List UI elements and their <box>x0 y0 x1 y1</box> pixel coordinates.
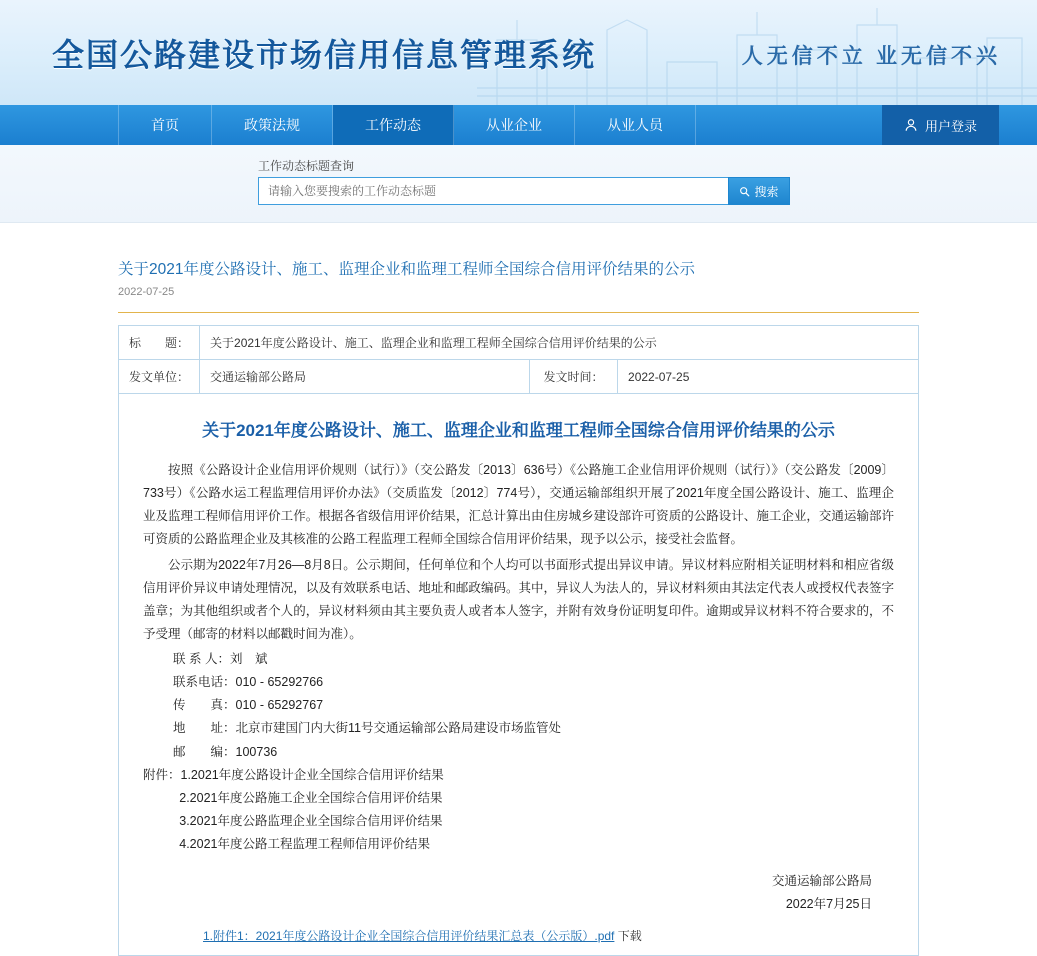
meta-pubtime-label: 发文时间： <box>530 360 618 394</box>
meta-pubtime-value: 2022-07-25 <box>618 360 919 394</box>
contact-value: 刘 斌 <box>229 652 268 666</box>
attachment-line-2: 2.2021年度公路施工企业全国综合信用评价结果 <box>179 790 443 805</box>
site-title: 全国公路建设市场信用信息管理系统 <box>52 37 597 73</box>
contact-key: 地 址： <box>173 721 236 736</box>
contact-line <box>173 741 894 764</box>
nav-item-list <box>118 105 696 145</box>
article-header <box>118 257 918 298</box>
contact-key: 联系电话： <box>173 675 236 690</box>
contact-value: 010 - 65292766 <box>235 675 324 690</box>
user-login-label: 用户登录 <box>924 118 977 134</box>
document-title: 关于2021年度公路设计、施工、监理企业和监理工程师全国综合信用评价结果的公示 <box>202 421 835 440</box>
attachment-download-row <box>143 927 894 945</box>
search-section <box>0 145 1037 223</box>
content-area <box>0 257 1037 956</box>
search-button[interactable] <box>728 177 790 205</box>
signoff-date: 2022年7月25日 <box>785 896 872 911</box>
main-nav <box>0 105 1037 145</box>
contact-key: 邮 编： <box>173 744 236 759</box>
contact-line <box>173 694 894 717</box>
nav-item-work-updates[interactable]: 工作动态 <box>333 105 454 145</box>
table-row <box>119 326 919 360</box>
attachment-download-suffix: 下载 <box>614 929 642 944</box>
meta-title-label: 标 题： <box>119 326 200 360</box>
search-section-label: 工作动态标题查询 <box>258 159 355 173</box>
meta-title-value: 关于2021年度公路设计、施工、监理企业和监理工程师全国综合信用评价结果的公示 <box>200 326 919 360</box>
header-divider <box>118 312 919 313</box>
nav-item-practitioners[interactable]: 从业人员 <box>575 105 696 145</box>
document-body <box>118 394 919 956</box>
document-meta-table <box>118 325 919 394</box>
contact-line <box>173 648 894 671</box>
attachment-line-3: 3.2021年度公路监理企业全国综合信用评价结果 <box>179 813 443 828</box>
signoff-org: 交通运输部公路局 <box>771 874 872 889</box>
document-paragraph-2: 公示期为2022年7月26—8月8日。公示期间，任何单位和个人均可以书面形式提出异议申请。异议材料应附相关证明材料和相应省级信用评价异议申请处理情况，以及有效联系电话、地址和邮政编码。其中，异议人为法人的，异议材料须由其法定代表人或授权代表签字盖章；为其他组织或者个人的，异议材料须由其主要负责人或者本人签字，并附有效身份证明复印件。逾期或异议材料不符合要求的，不予受理（邮寄的材料以邮戳时间为准）。 <box>143 557 894 641</box>
search-button-label: 搜索 <box>754 184 779 199</box>
nav-item-policy[interactable]: 政策法规 <box>212 105 333 145</box>
article-title-link[interactable]: 关于2021年度公路设计、施工、监理企业和监理工程师全国综合信用评价结果的公示 <box>118 261 695 278</box>
article-date: 2022-07-25 <box>118 286 175 298</box>
user-login-button[interactable] <box>882 105 999 145</box>
contact-key: 联 系 人： <box>173 652 230 666</box>
contact-line <box>173 671 894 694</box>
nav-item-enterprises[interactable]: 从业企业 <box>454 105 575 145</box>
contact-value: 010 - 65292767 <box>235 698 324 713</box>
table-row <box>119 360 919 394</box>
search-icon <box>739 186 750 197</box>
meta-unit-label: 发文单位： <box>119 360 200 394</box>
document-paragraph-1: 按照《公路设计企业信用评价规则（试行）》（交公路发〔2013〕636号）《公路施工企业信用评价规则（试行）》（交公路发〔2009〕733号）《公路水运工程监理信用评价办法》（交质监发〔2012〕774号），交通运输部组织开展了2021年度全国公路设计、施工、监理企业及监理工程师信用评价工作。根据各省级信用评价结果，汇总计算出由住房城乡建设部许可资质的公路设计、施工企业，交通运输部许可资质的公路监理企业及其核准的公路工程监理工程师全国综合信用评价结果，现予以公示，接受社会监督。 <box>143 463 894 547</box>
attachment-line-4: 4.2021年度公路工程监理工程师信用评价结果 <box>179 837 430 851</box>
user-icon <box>904 118 918 132</box>
signoff-block <box>143 870 894 915</box>
meta-unit-value: 交通运输部公路局 <box>200 360 530 394</box>
nav-item-home[interactable]: 首页 <box>118 105 212 145</box>
site-slogan: 人无信不立 业无信不兴 <box>741 44 1001 68</box>
search-box <box>258 177 790 205</box>
contact-value: 100736 <box>235 744 278 759</box>
attachment-download-link[interactable]: 1.附件1：2021年度公路设计企业全国综合信用评价结果汇总表（公示版）.pdf <box>203 929 615 944</box>
contact-line <box>173 717 894 740</box>
site-banner <box>0 0 1037 105</box>
search-input[interactable] <box>258 177 728 205</box>
contact-value: 北京市建国门内大街11号交通运输部公路局建设市场监管处 <box>235 721 561 736</box>
attachment-line-1: 附件：1.2021年度公路设计企业全国综合信用评价结果 <box>143 767 444 782</box>
contact-key: 传 真： <box>173 698 236 713</box>
